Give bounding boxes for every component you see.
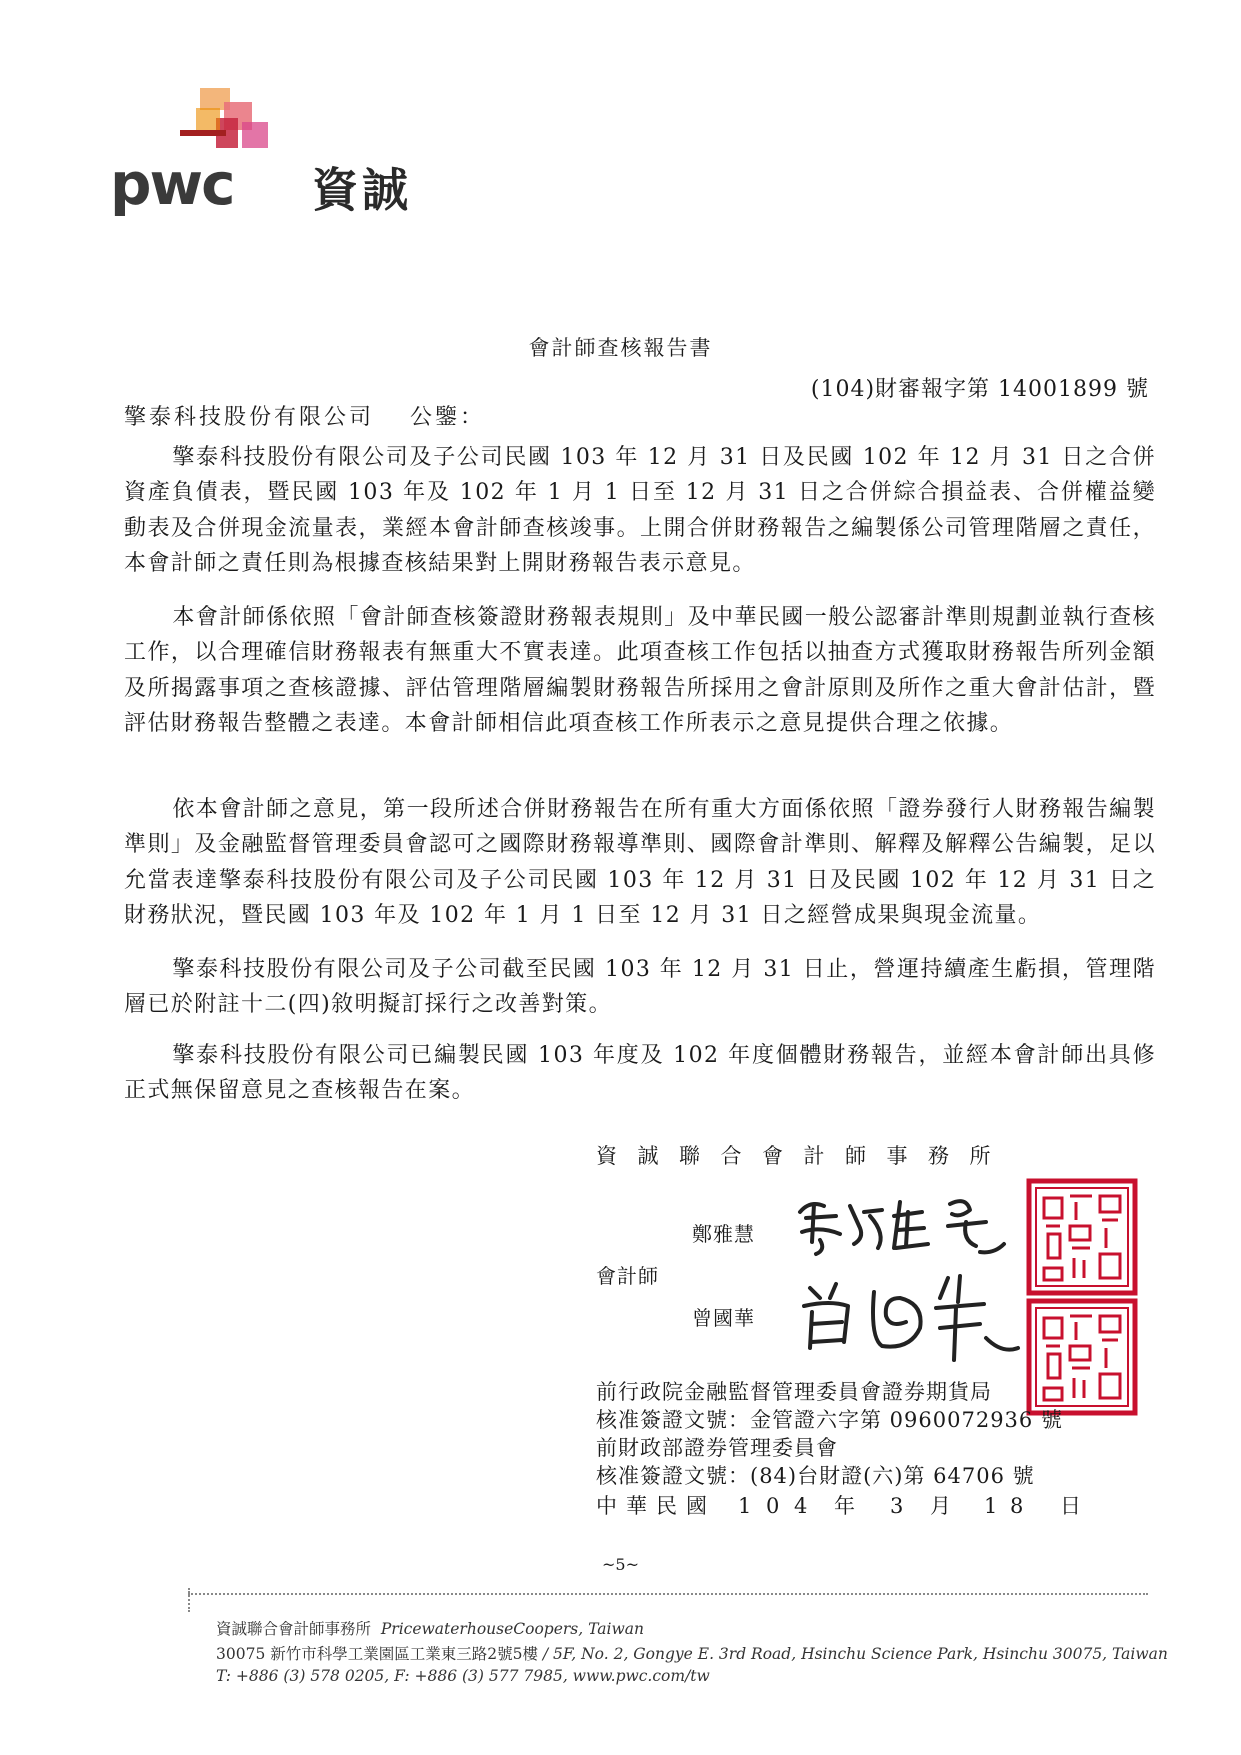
date-char: 年: [834, 1494, 855, 1518]
addressee-suffix: 公鑒：: [410, 405, 486, 430]
registration-line-1: 前行政院金融監督管理委員會證券期貨局: [596, 1380, 992, 1404]
pwc-logo-text: pwc: [110, 150, 234, 218]
accountant-name-2: 曾國華: [692, 1306, 755, 1330]
report-title: 會計師查核報告書: [528, 336, 713, 360]
footer-firm-cn: 資誠聯合會計師事務所: [216, 1620, 372, 1638]
accountant-seal-1: [1026, 1178, 1138, 1296]
pwc-logo-cn: 資誠: [312, 163, 412, 217]
auditor-label: 會計師: [596, 1264, 659, 1288]
date-char: 月: [930, 1494, 951, 1518]
footer-address-cn: 30075 新竹市科學工業園區工業東三路2號5樓: [216, 1645, 538, 1663]
footer-contact: T: +886 (3) 578 0205, F: +886 (3) 577 7985, www.pwc.com/tw: [216, 1667, 710, 1685]
registration-line-2: 核准簽證文號：金管證六字第 0960072936 號: [596, 1408, 1063, 1432]
accountant-name-1: 鄭雅慧: [692, 1222, 755, 1246]
date-char: 1: [984, 1494, 998, 1518]
firm-name: 資誠聯合會計師事務所: [596, 1144, 1011, 1168]
date-char: 華: [626, 1494, 647, 1518]
footer-divider-left: [188, 1588, 190, 1612]
registration-line-3: 前財政部證券管理委員會: [596, 1436, 838, 1460]
report-date: [596, 1490, 1086, 1520]
page-number: ~5~: [602, 1555, 639, 1574]
reference-number: (104)財審報字第 14001899 號: [810, 377, 1149, 402]
paragraph-2: 本會計師係依照「會計師查核簽證財務報表規則」及中華民國一般公認審計準則規劃並執行查核工作，以合理確信財務報表有無重大不實表達。此項查核工作包括以抽查方式獲取財務報告所列金額及所揭露事項之查核證據、評估管理階層編製財務報告所採用之會計原則及所作之重大會計估計，暨評估財務報告整體之表達。本會計師相信此項查核工作所表示之意見提供合理之依據。: [124, 605, 1156, 737]
footer-firm-en: PricewaterhouseCoopers, Taiwan: [380, 1620, 644, 1638]
date-char: 4: [794, 1494, 808, 1518]
date-char: 0: [766, 1494, 780, 1518]
date-char: 3: [890, 1494, 904, 1518]
date-char: 民: [656, 1494, 677, 1518]
footer-divider: [188, 1593, 1148, 1595]
paragraph-1: 擎泰科技股份有限公司及子公司民國 103 年 12 月 31 日及民國 102 年 12 月 31 日之合併資產負債表，暨民國 103 年及 102 年 1 月 1 日至 12 月 31 日之合併綜合損益表、合併權益變動表及合併現金流量表，業經本會計師查核竣事。上開合併財務報告之編製係公司管理階層之責任，本會計師之責任則為根據查核結果對上開財務報告表示意見。: [124, 445, 1156, 577]
pwc-logo: [110, 88, 440, 223]
footer-firm-line: [216, 1617, 644, 1639]
paragraph-5: 擎泰科技股份有限公司已編製民國 103 年度及 102 年度個體財務報告，並經本會計師出具修正式無保留意見之查核報告在案。: [124, 1043, 1156, 1104]
date-char: 8: [1010, 1494, 1024, 1518]
signature-2: [790, 1268, 1030, 1368]
date-char: 國: [686, 1494, 707, 1518]
date-char: 日: [1060, 1494, 1081, 1518]
registration-line-4: 核准簽證文號：(84)台財證(六)第 64706 號: [596, 1464, 1035, 1488]
footer-address-line: [216, 1642, 1168, 1664]
addressee-line: [124, 400, 485, 431]
signature-1: [790, 1182, 1020, 1262]
paragraph-3: 依本會計師之意見，第一段所述合併財務報告在所有重大方面係依照「證券發行人財務報告編製準則」及金融監督管理委員會認可之國際財務報導準則、國際會計準則、解釋及解釋公告編製，足以允當表達擎泰科技股份有限公司及子公司民國 103 年 12 月 31 日及民國 102 年 12 月 31 日之財務狀況，暨民國 103 年及 102 年 1 月 1 日至 12 月 31 日之經營成果與現金流量。: [124, 797, 1156, 929]
date-char: 1: [738, 1494, 752, 1518]
paragraph-4: 擎泰科技股份有限公司及子公司截至民國 103 年 12 月 31 日止，營運持續產生虧損，管理階層已於附註十二(四)敘明擬訂採行之改善對策。: [124, 957, 1156, 1018]
date-char: 中: [596, 1494, 617, 1518]
accountant-seal-2: [1026, 1298, 1138, 1416]
footer-address-en: / 5F, No. 2, Gongye E. 3rd Road, Hsinchu Science Park, Hsinchu 30075, Taiwan: [537, 1645, 1168, 1663]
addressee: 擎泰科技股份有限公司: [124, 405, 375, 430]
